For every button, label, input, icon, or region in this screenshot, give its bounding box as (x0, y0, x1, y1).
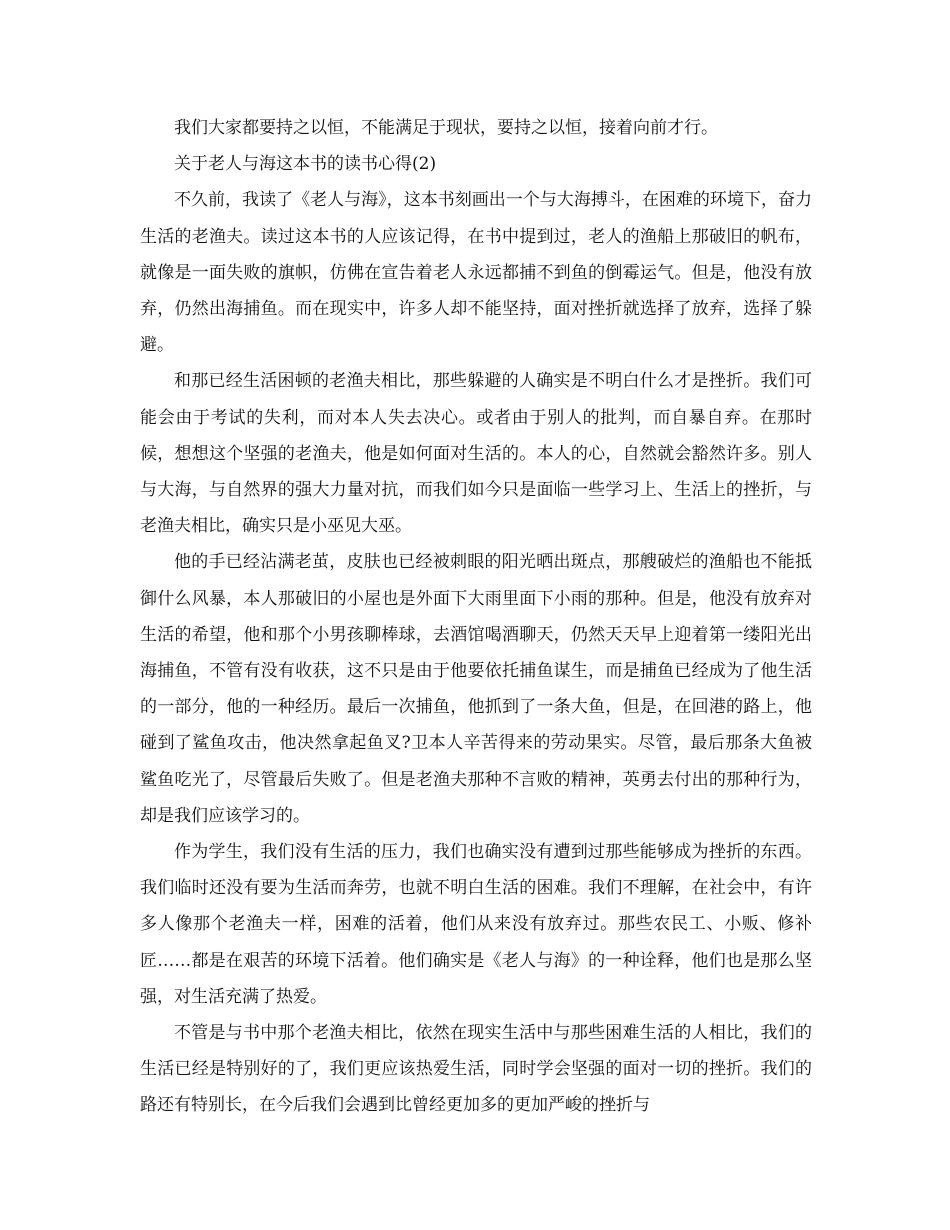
paragraph-5: 作为学生，我们没有生活的压力，我们也确实没有遭到过那些能够成为挫折的东西。我们临时还没有要为生活而奔劳，也就不明白生活的困难。我们不理解，在社会中，有许多人像那个老渔夫一样，困难的活着，他们从来没有放弃过。那些农民工、小贩、修补匠……都是在艰苦的环境下活着。他们确实是《老人与海》的一种诠释，他们也是那么坚强，对生活充满了热爱。 (140, 842, 812, 1007)
paragraph-3: 和那已经生活困顿的老渔夫相比，那些躲避的人确实是不明白什么才是挫折。我们可能会由于考试的失利，而对本人失去决心。或者由于别人的批判，而自暴自弃。在那时候，想想这个坚强的老渔夫，他是如何面对生活的。本人的心，自然就会豁然许多。别人与大海，与自然界的强大力量对抗，而我们如今只是面临一些学习上、生活上的挫折，与老渔夫相比，确实只是小巫见大巫。 (140, 371, 812, 537)
document-body (140, 110, 812, 1124)
paragraph-2: 不久前，我读了《老人与海》，这本书刻画出一个与大海搏斗，在困难的环境下，奋力生活的老渔夫。读过这本书的人应该记得，在书中提到过，老人的渔船上那破旧的帆布，就像是一面失败的旗帜，仿佛在宣告着老人永远都捕不到鱼的倒霉运气。但是，他没有放弃，仍然出海捕鱼。而在现实中，许多人却不能坚持，面对挫折就选择了放弃，选择了躲避。 (140, 190, 812, 356)
section-heading: 关于老人与海这本书的读书心得(2) (174, 154, 437, 175)
paragraph-4: 他的手已经沾满老茧，皮肤也已经被刺眼的阳光晒出斑点，那艘破烂的渔船也不能抵御什么风暴，本人那破旧的小屋也是外面下大雨里面下小雨的那种。但是，他没有放弃对生活的希望，他和那个小男孩聊棒球，去酒馆喝酒聊天，仍然天天早上迎着第一缕阳光出海捕鱼，不管有没有收获，这不只是由于他要依托捕鱼谋生，而是捕鱼已经成为了他生活的一部分，他的一种经历。最后一次捕鱼，他抓到了一条大鱼，但是，在回港的路上，他碰到了鲨鱼攻击，他决然拿起鱼叉?卫本人辛苦得来的劳动果实。尽管，最后那条大鱼被鲨鱼吃光了，尽管最后失败了。但是老渔夫那种不言败的精神，英勇去付出的那种行为，却是我们应该学习的。 (140, 552, 812, 826)
paragraph-6: 不管是与书中那个老渔夫相比，依然在现实生活中与那些困难生活的人相比，我们的生活已经是特别好的了，我们更应该热爱生活，同时学会坚强的面对一切的挫折。我们的路还有特别长，在今后我们会遇到比曾经更加多的更加严峻的挫折与 (140, 1023, 812, 1116)
paragraph-1: 我们大家都要持之以恒，不能满足于现状，要持之以恒，接着向前才行。 (174, 118, 718, 138)
